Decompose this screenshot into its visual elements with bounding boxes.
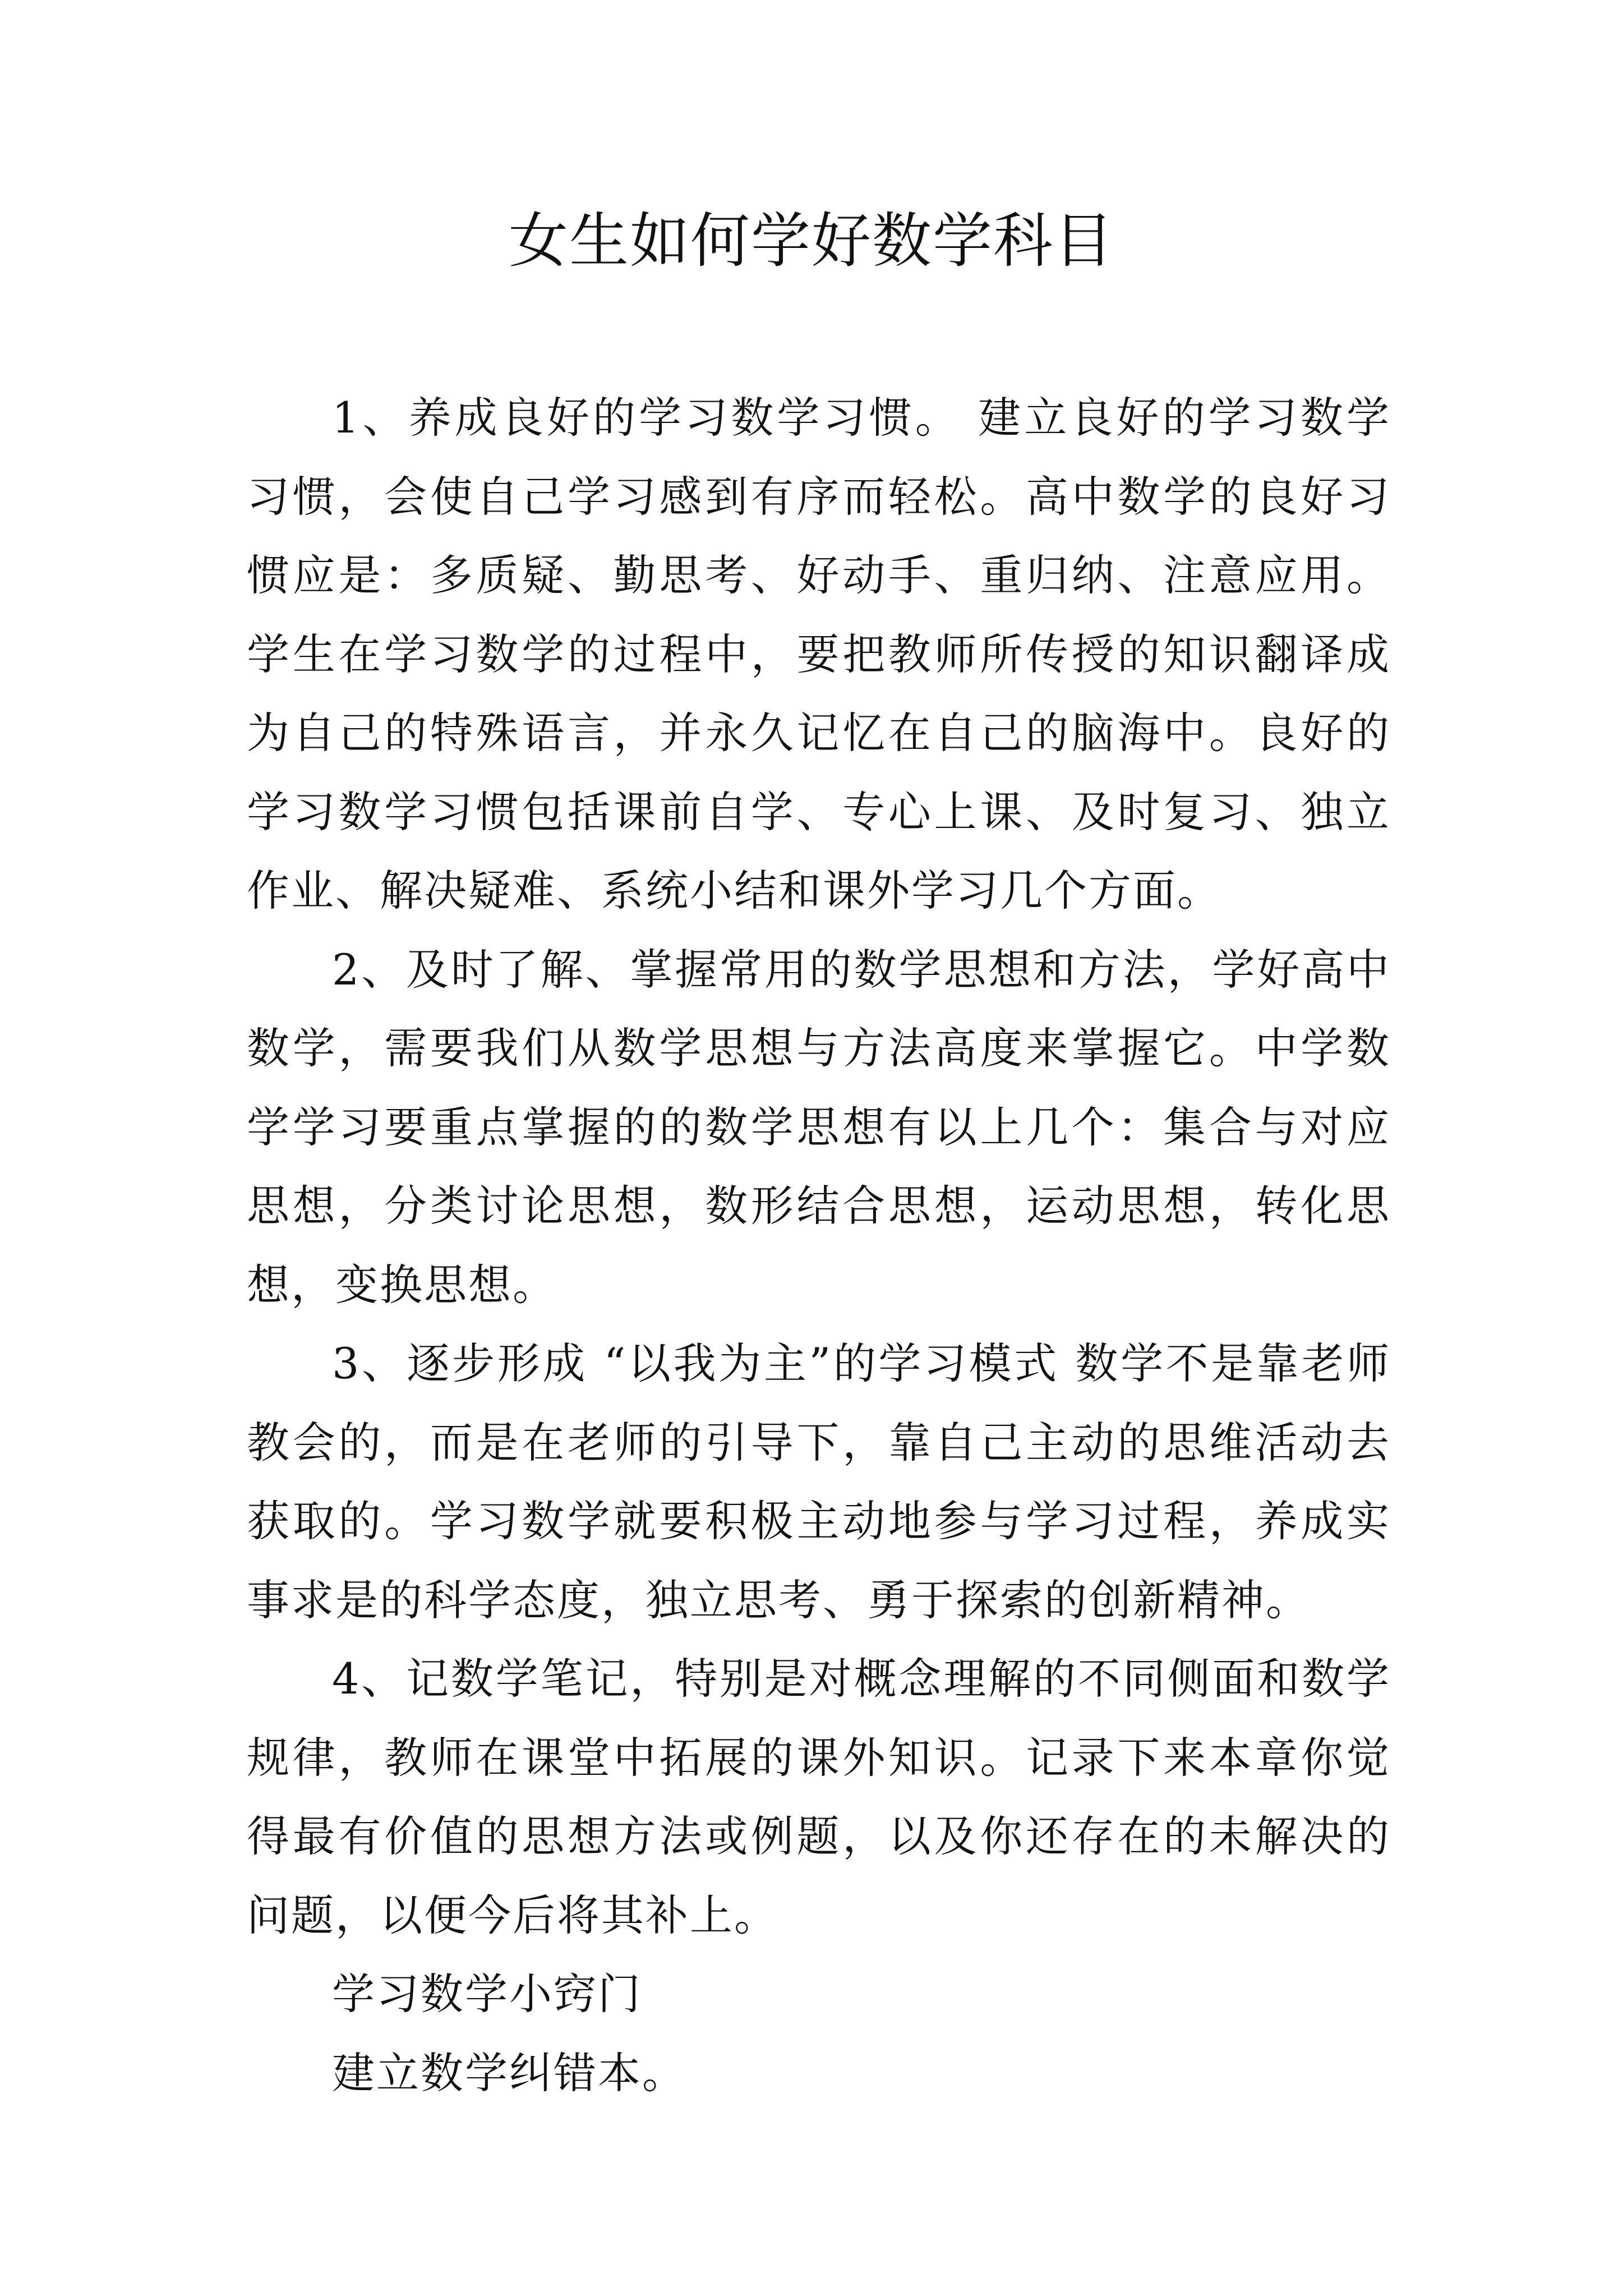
tip-line-1: 建立数学纠错本。 xyxy=(332,2047,686,2098)
paragraph-3: 3、逐步形成 “以我为主”的学习模式 数学不是靠老师教会的，而是在老师的引导下，靠自己主动的思维活动去获取的。学习数学就要积极主动地参与学习过程，养成实事求是的科学态度，独立思考、勇于探索的创新精神。 xyxy=(247,1338,1391,1625)
paragraph-2: 2、及时了解、掌握常用的数学思想和方法，学好高中数学，需要我们从数学思想与方法高度来掌握它。中学数学学习要重点掌握的的数学思想有以上几个：集合与对应思想，分类讨论思想，数形结合思想，运动思想，转化思想，变换思想。 xyxy=(247,944,1391,1310)
subheading-tips: 学习数学小窍门 xyxy=(332,1969,642,2019)
paragraph-4: 4、记数学笔记，特别是对概念理解的不同侧面和数学规律，教师在课堂中拓展的课外知识。记录下来本章你觉得最有价值的思想方法或例题，以及你还存在的未解决的问题，以便今后将其补上。 xyxy=(247,1654,1391,1940)
document-title: 女生如何学好数学科目 xyxy=(509,206,1114,275)
document-body xyxy=(247,379,1391,2113)
paragraph-1: 1、养成良好的学习数学习惯。 建立良好的学习数学习惯，会使自己学习感到有序而轻松。高中数学的良好习惯应是：多质疑、勤思考、好动手、重归纳、注意应用。学生在学习数学的过程中，要把教师所传授的知识翻译成为自己的特殊语言，并永久记忆在自己的脑海中。良好的学习数学习惯包括课前自学、专心上课、及时复习、独立作业、解决疑难、系统小结和课外学习几个方面。 xyxy=(247,393,1391,915)
